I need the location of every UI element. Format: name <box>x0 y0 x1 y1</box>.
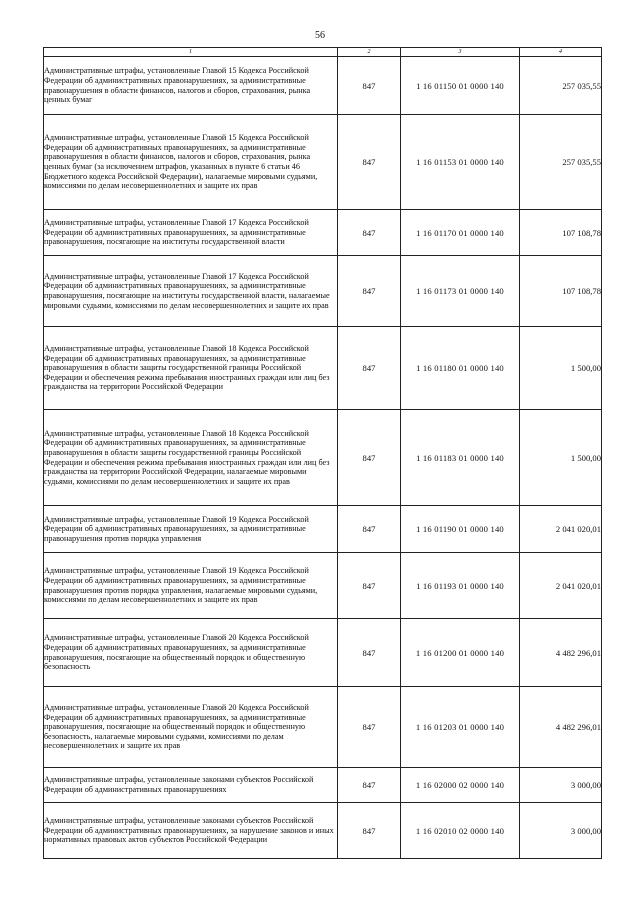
table-header <box>44 48 602 57</box>
header-col-1: 1 <box>44 48 338 57</box>
row-admin-code: 847 <box>338 803 401 859</box>
row-classification-code: 1 16 02000 02 0000 140 <box>401 768 520 803</box>
row-amount: 107 108,78 <box>520 210 602 256</box>
table-row <box>44 57 602 115</box>
table-row <box>44 619 602 687</box>
row-admin-code: 847 <box>338 506 401 553</box>
row-classification-code: 1 16 01183 01 0000 140 <box>401 410 520 506</box>
header-row <box>44 48 602 57</box>
row-description: Административные штрафы, установленные законами субъектов Российской Федерации об административных правонарушениях, за нарушение законов и иных нормативных правовых актов субъектов Российской Федерации <box>44 803 338 859</box>
table-row <box>44 327 602 410</box>
row-amount: 107 108,78 <box>520 256 602 327</box>
table-row <box>44 553 602 619</box>
row-admin-code: 847 <box>338 687 401 768</box>
row-description: Административные штрафы, установленные законами субъектов Российской Федерации об административных правонарушениях <box>44 768 338 803</box>
row-amount: 2 041 020,01 <box>520 553 602 619</box>
page-number: 56 <box>315 30 325 41</box>
row-admin-code: 847 <box>338 553 401 619</box>
row-admin-code: 847 <box>338 327 401 410</box>
row-description: Административные штрафы, установленные Главой 17 Кодекса Российской Федерации об административных правонарушениях, за административные правонарушения, посягающие на институты государственной власти, налагаемые мировыми судьями, комиссиями по делам несовершеннолетних и защите их прав <box>44 256 338 327</box>
row-description: Административные штрафы, установленные Главой 19 Кодекса Российской Федерации об административных правонарушениях, за административные правонарушения против порядка управления <box>44 506 338 553</box>
table-row <box>44 803 602 859</box>
row-description: Административные штрафы, установленные Главой 15 Кодекса Российской Федерации об административных правонарушениях, за административные правонарушения в области финансов, налогов и сборов, страхования, рынка ценных бумаг (за исключением штрафов, указанных в пункте 6 статьи 46 Бюджетного кодекса Российской Федерации), налагаемые мировыми судьями, комиссиями по делам несовершеннолетних и защите их прав <box>44 115 338 210</box>
table-row <box>44 210 602 256</box>
row-classification-code: 1 16 01203 01 0000 140 <box>401 687 520 768</box>
header-col-2: 2 <box>338 48 401 57</box>
row-classification-code: 1 16 01170 01 0000 140 <box>401 210 520 256</box>
header-col-4: 4 <box>520 48 602 57</box>
table-body <box>44 57 602 859</box>
row-amount: 2 041 020,01 <box>520 506 602 553</box>
row-classification-code: 1 16 01193 01 0000 140 <box>401 553 520 619</box>
row-amount: 3 000,00 <box>520 768 602 803</box>
table-row <box>44 768 602 803</box>
row-description: Административные штрафы, установленные Главой 20 Кодекса Российской Федерации об административных правонарушениях, за административные правонарушения, посягающие на общественный порядок и общественную безопасность <box>44 619 338 687</box>
row-description: Административные штрафы, установленные Главой 15 Кодекса Российской Федерации об административных правонарушениях, за административные правонарушения в области финансов, налогов и сборов, страхования, рынка ценных бумаг <box>44 57 338 115</box>
row-classification-code: 1 16 01180 01 0000 140 <box>401 327 520 410</box>
row-amount: 257 035,55 <box>520 57 602 115</box>
table-row <box>44 506 602 553</box>
row-amount: 3 000,00 <box>520 803 602 859</box>
row-amount: 1 500,00 <box>520 410 602 506</box>
table-row <box>44 115 602 210</box>
row-classification-code: 1 16 01153 01 0000 140 <box>401 115 520 210</box>
row-classification-code: 1 16 02010 02 0000 140 <box>401 803 520 859</box>
table-row <box>44 410 602 506</box>
row-admin-code: 847 <box>338 210 401 256</box>
row-admin-code: 847 <box>338 256 401 327</box>
row-amount: 4 482 296,01 <box>520 619 602 687</box>
row-admin-code: 847 <box>338 768 401 803</box>
row-description: Административные штрафы, установленные Главой 18 Кодекса Российской Федерации об административных правонарушениях, за административные правонарушения в области защиты государственной границы Российской Федерации и обеспечения режима пребывания иностранных граждан или лиц без гражданства на территории Российской Федерации, налагаемые мировыми судьями, комиссиями по делам несовершеннолетних и защите их прав <box>44 410 338 506</box>
row-description: Административные штрафы, установленные Главой 19 Кодекса Российской Федерации об административных правонарушениях, за административные правонарушения против порядка управления, налагаемые мировыми судьями, комиссиями по делам несовершеннолетних и защите их прав <box>44 553 338 619</box>
row-classification-code: 1 16 01150 01 0000 140 <box>401 57 520 115</box>
row-description: Административные штрафы, установленные Главой 18 Кодекса Российской Федерации об административных правонарушениях, за административные правонарушения в области защиты государственной границы Российской Федерации и обеспечения режима пребывания иностранных граждан или лиц без гражданства на территории Российской Федерации <box>44 327 338 410</box>
row-description: Административные штрафы, установленные Главой 20 Кодекса Российской Федерации об административных правонарушениях, за административные правонарушения, посягающие на общественный порядок и общественную безопасность, налагаемые мировыми судьями, комиссиями по делам несовершеннолетних и защите их прав <box>44 687 338 768</box>
table-row <box>44 256 602 327</box>
row-amount: 1 500,00 <box>520 327 602 410</box>
row-admin-code: 847 <box>338 57 401 115</box>
row-admin-code: 847 <box>338 619 401 687</box>
row-admin-code: 847 <box>338 410 401 506</box>
header-col-3: 3 <box>401 48 520 57</box>
row-classification-code: 1 16 01200 01 0000 140 <box>401 619 520 687</box>
table-row <box>44 687 602 768</box>
revenue-table <box>43 47 602 859</box>
row-amount: 4 482 296,01 <box>520 687 602 768</box>
row-amount: 257 035,55 <box>520 115 602 210</box>
row-classification-code: 1 16 01190 01 0000 140 <box>401 506 520 553</box>
row-classification-code: 1 16 01173 01 0000 140 <box>401 256 520 327</box>
row-description: Административные штрафы, установленные Главой 17 Кодекса Российской Федерации об административных правонарушениях, за административные правонарушения, посягающие на институты государственной власти <box>44 210 338 256</box>
row-admin-code: 847 <box>338 115 401 210</box>
